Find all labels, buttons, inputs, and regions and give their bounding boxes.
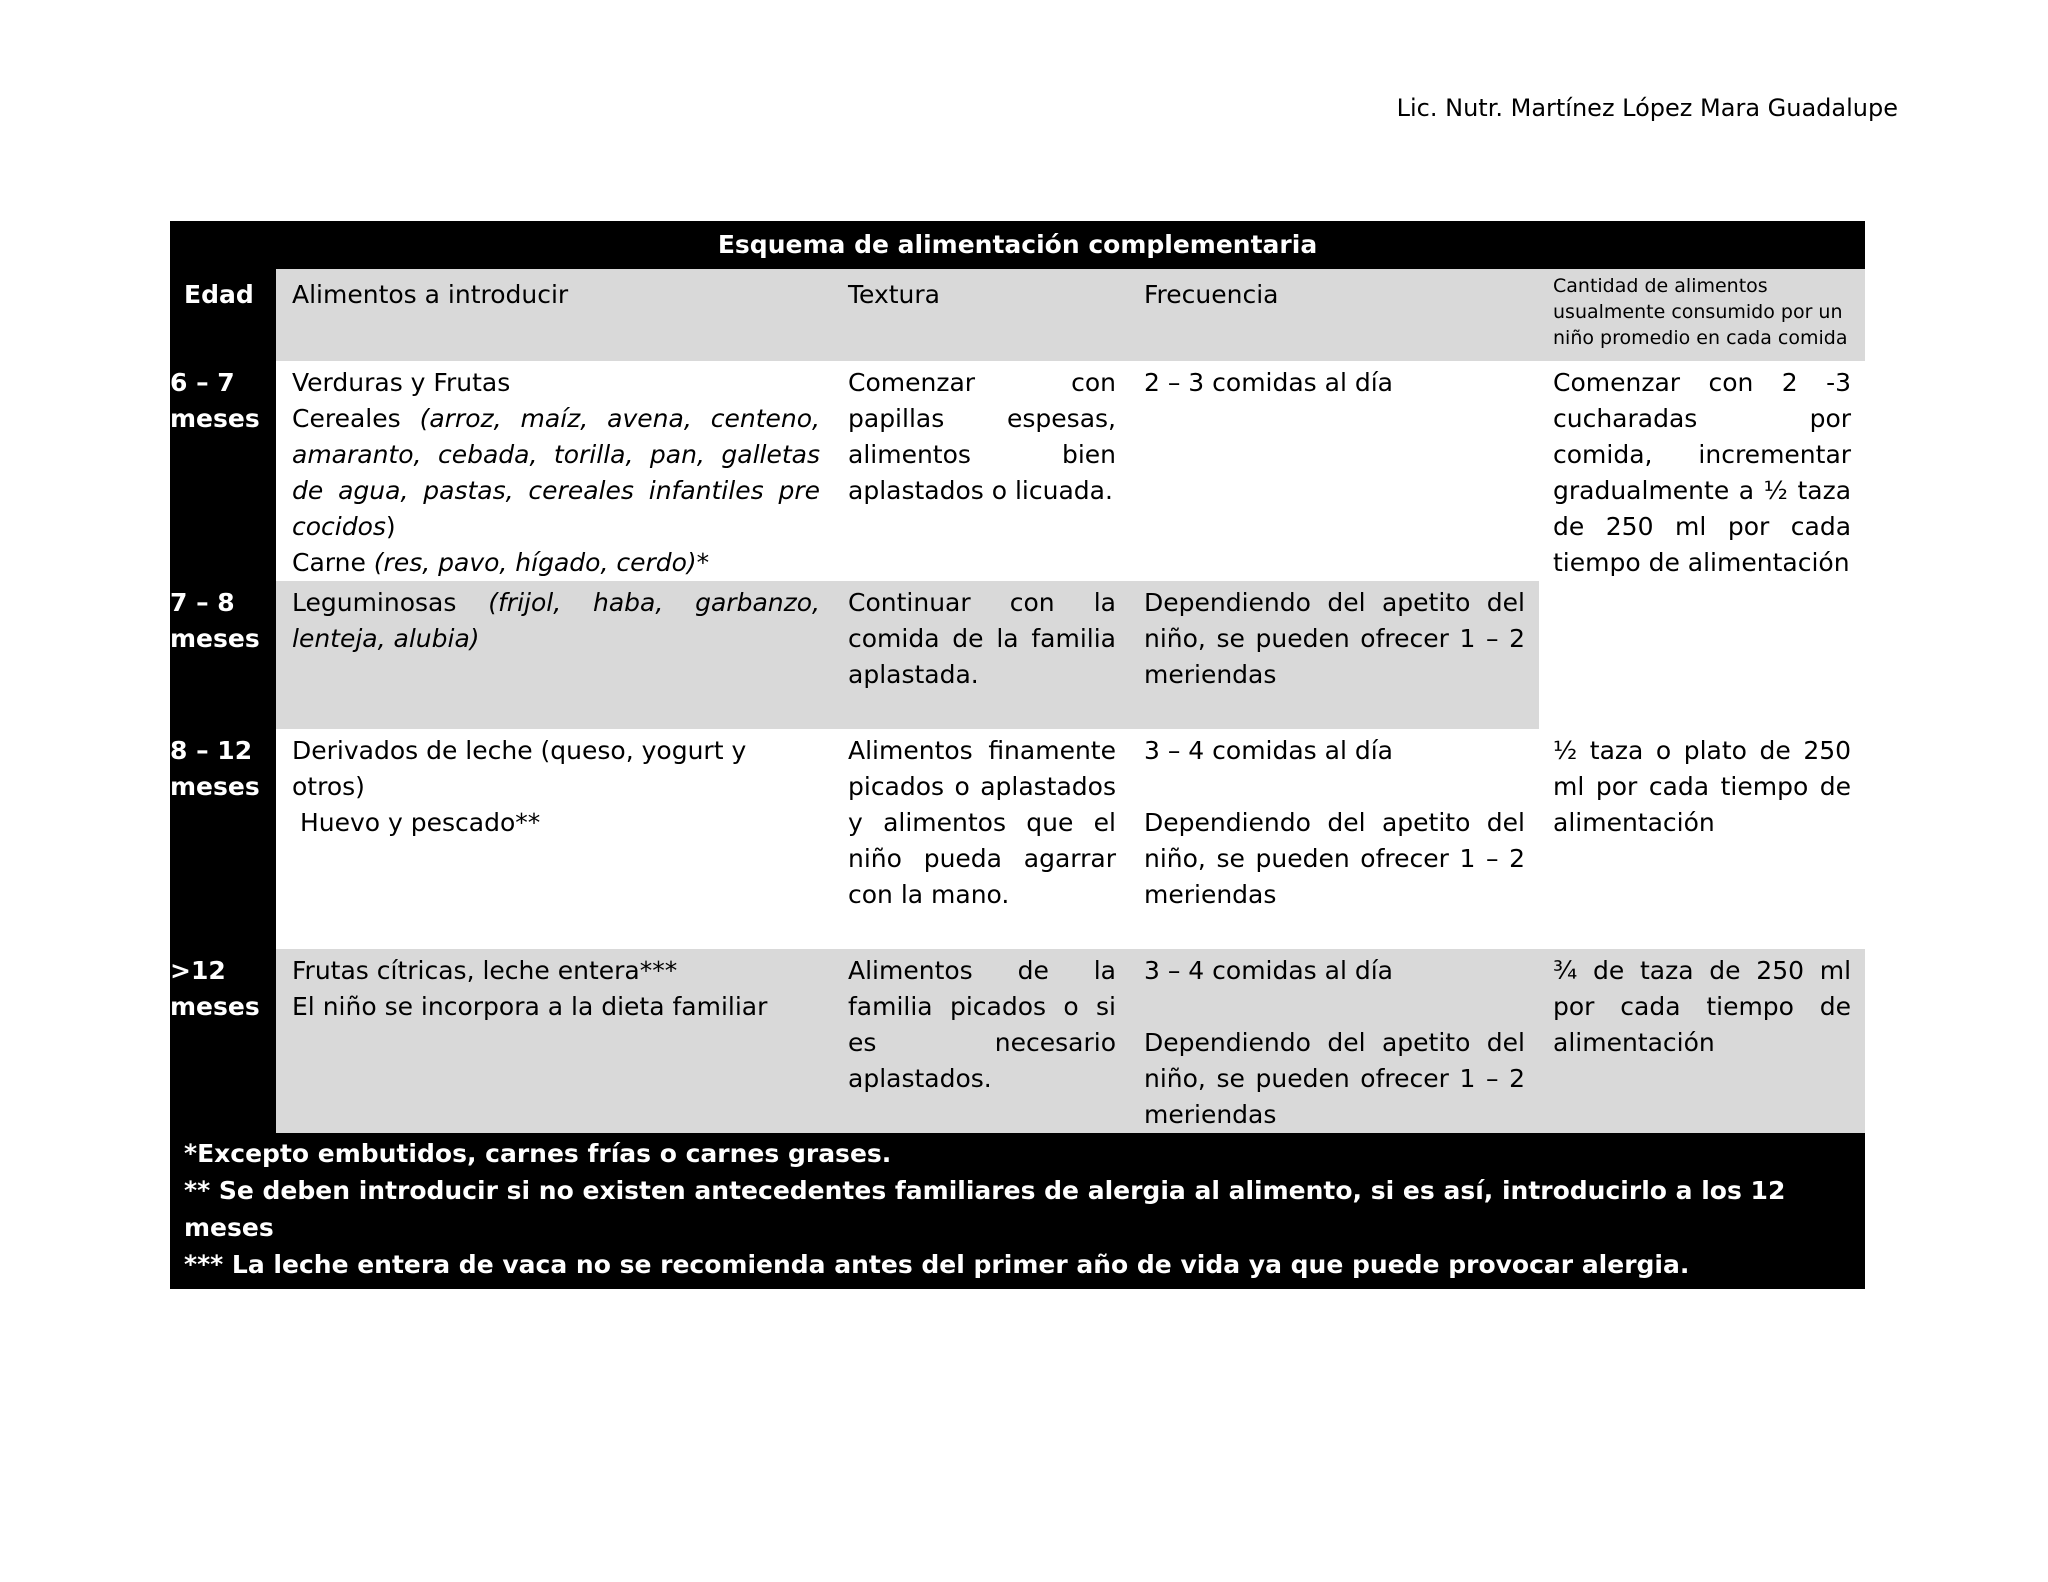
age-unit: meses bbox=[170, 404, 260, 433]
frequency-cell: 2 – 3 comidas al día bbox=[1130, 361, 1539, 581]
author-name: Lic. Nutr. Martínez López Mara Guadalupe bbox=[1396, 94, 1898, 122]
table-row bbox=[170, 361, 1865, 581]
foods-line: Derivados de leche (queso, yogurt y otros) bbox=[292, 736, 747, 801]
table-title-row bbox=[170, 221, 1865, 269]
amount-cell: ¾ de taza de 250 ml por cada tiempo de alimentación bbox=[1539, 949, 1865, 1133]
footnote: ** Se deben introducir si no existen antecedentes familiares de alergia al alimento, si es así, introducirlo a los 12 meses bbox=[184, 1176, 1786, 1242]
age-unit: meses bbox=[170, 624, 260, 653]
age-cell bbox=[170, 729, 276, 949]
texture-cell: Continuar con la comida de la familia aplastada. bbox=[834, 581, 1130, 729]
foods-cell bbox=[276, 949, 834, 1133]
foods-line: Huevo y pescado** bbox=[292, 808, 541, 837]
footnote: *** La leche entera de vaca no se recomienda antes del primer año de vida ya que puede provocar alergia. bbox=[184, 1250, 1690, 1279]
age-cell bbox=[170, 949, 276, 1133]
table-row bbox=[170, 729, 1865, 949]
foods-cell: Leguminosas (frijol, haba, garbanzo, lenteja, alubia) bbox=[276, 581, 834, 729]
table-title: Esquema de alimentación complementaria bbox=[170, 221, 1865, 269]
footnote: *Excepto embutidos, carnes frías o carnes grases. bbox=[184, 1139, 892, 1168]
footnotes-row bbox=[170, 1133, 1865, 1289]
amount-cell: ½ taza o plato de 250 ml por cada tiempo de alimentación bbox=[1539, 729, 1865, 949]
age-range: >12 bbox=[170, 956, 226, 985]
footnotes bbox=[170, 1133, 1865, 1289]
header-texture: Textura bbox=[834, 269, 1130, 361]
foods-meat: Carne (res, pavo, hígado, cerdo)* bbox=[292, 548, 710, 577]
foods-line: Verduras y Frutas bbox=[292, 368, 511, 397]
amount-cell: Comenzar con 2 -3 cucharadas por comida, incrementar gradualmente a ½ taza de 250 ml por cada tiempo de alimentación bbox=[1539, 361, 1865, 729]
age-range: 6 – 7 bbox=[170, 368, 235, 397]
texture-cell: Alimentos finamente picados o aplastados y alimentos que el niño pueda agarrar con la mano. bbox=[834, 729, 1130, 949]
age-cell bbox=[170, 361, 276, 581]
foods-line: Frutas cítricas, leche entera*** bbox=[292, 956, 678, 985]
foods-cell bbox=[276, 729, 834, 949]
header-foods: Alimentos a introducir bbox=[276, 269, 834, 361]
frequency-cell: 3 – 4 comidas al día Dependiendo del apetito del niño, se pueden ofrecer 1 – 2 meriendas bbox=[1130, 949, 1539, 1133]
age-unit: meses bbox=[170, 772, 260, 801]
table-row bbox=[170, 949, 1865, 1133]
feeding-schedule-table bbox=[170, 221, 1865, 1289]
header-age: Edad bbox=[170, 269, 276, 361]
texture-cell: Alimentos de la familia picados o si es necesario aplastados. bbox=[834, 949, 1130, 1133]
texture-cell: Comenzar con papillas espesas, alimentos bien aplastados o licuada. bbox=[834, 361, 1130, 581]
foods-line: El niño se incorpora a la dieta familiar bbox=[292, 992, 768, 1021]
foods-cereals: Cereales (arroz, maíz, avena, centeno, amaranto, cebada, torilla, pan, galletas de agua, pastas, cereales infantiles pre cocidos) bbox=[292, 404, 820, 541]
age-range: 7 – 8 bbox=[170, 588, 235, 617]
frequency-cell: Dependiendo del apetito del niño, se pueden ofrecer 1 – 2 meriendas bbox=[1130, 581, 1539, 729]
header-frequency: Frecuencia bbox=[1130, 269, 1539, 361]
age-cell bbox=[170, 581, 276, 729]
frequency-cell: 3 – 4 comidas al día Dependiendo del apetito del niño, se pueden ofrecer 1 – 2 meriendas bbox=[1130, 729, 1539, 949]
header-row bbox=[170, 269, 1865, 361]
age-range: 8 – 12 bbox=[170, 736, 253, 765]
foods-cell bbox=[276, 361, 834, 581]
header-amount: Cantidad de alimentos usualmente consumido por un niño promedio en cada comida bbox=[1539, 269, 1865, 361]
age-unit: meses bbox=[170, 992, 260, 1021]
